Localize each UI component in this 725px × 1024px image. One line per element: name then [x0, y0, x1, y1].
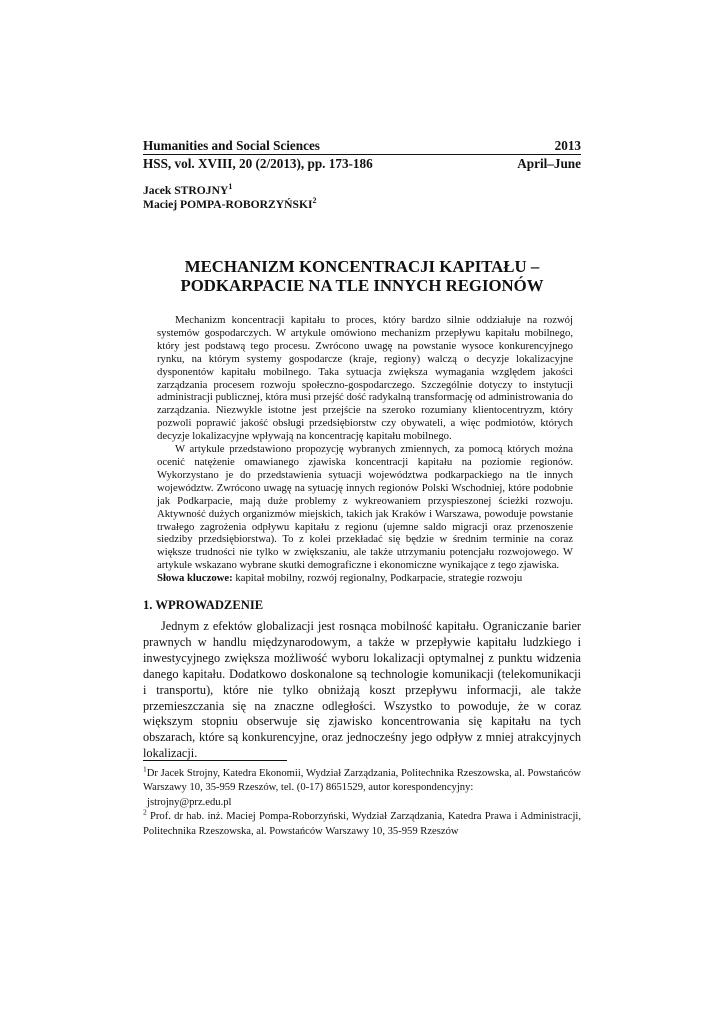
author-list [143, 184, 581, 211]
author-1-footnote-mark: 1 [228, 182, 233, 192]
footnote-2-mark: 2 [143, 807, 147, 817]
footnote-1-mark: 1 [143, 764, 147, 774]
author-email-link[interactable]: jstrojny@prz.edu.pl [147, 796, 232, 808]
keywords-text: kapitał mobilny, rozwój regionalny, Podkarpacie, strategie rozwoju [232, 572, 523, 585]
issue-header [143, 156, 581, 171]
abstract-paragraph-1: Mechanizm koncentracji kapitału to proces, który bardzo silnie oddziałuje na rozwój systemów gospodarczych. W artykule omówiono mechanizm przepływu kapitału mobilnego, który jest podstawą tego procesu. Zwrócono uwagę na powstanie wysoce konkurencyjnego rynku, na którym systemy gospodarcze (kraje, regiony) walczą o decyzje lokalizacyjne dysponentów kapitału mobilnego. Taka sytuacja zwiększa wymagania względem jakości zarządzania procesem rozwoju społeczno-gospodarczego. Szczególnie dotyczy to instytucji administracji publicznej, która musi przejść dość radykalną transformację od administrowania do zarządzania. Niezwykle istotne jest przejście na szeroko rozumiany klientocentryzm, który pozwoli poprawić jakość obsługi przedsiębiorstw czy obywateli, a więc podmiotów, których decyzje lokalizacyjne wpływają na koncentrację kapitału mobilnego. [157, 314, 573, 443]
article-page [143, 138, 581, 762]
footnote-divider [143, 760, 287, 761]
issue-info: HSS, vol. XVIII, 20 (2/2013), pp. 173-186 [143, 156, 373, 171]
article-title [143, 257, 581, 295]
issue-period: April–June [517, 156, 581, 171]
journal-name: Humanities and Social Sciences [143, 138, 320, 153]
author-2-footnote-mark: 2 [312, 195, 317, 205]
abstract-paragraph-2: W artykule przedstawiono propozycję wybranych zmiennych, za pomocą których można ocenić natężenie omawianego zjawiska koncentracji kapitału na poziomie regionów. Wykorzystano je do przedstawienia sytuacji województwa podkarpackiego na tle innych województw. Zwrócono uwagę na sytuację innych regionów Polski Wschodniej, które podobnie jak Podkarpacie, mają duże problemy z wykreowaniem przyspieszonej ścieżki rozwoju. Aktywność dużych organizmów miejskich, takich jak Kraków i Warszawa, powoduje powstanie trwałego zagrożenia odpływu kapitału z regionu (ujemne saldo migracji oraz przenoszenie siedziby przedsiębiorstwa). To z kolei przekładać się będzie w średnim terminie na coraz większe trudności nie tylko w zwiększaniu, ale także utrzymaniu potencjału rozwojowego. W artykule wskazano wybrane skutki demograficzne i ekonomiczne wynikające z tego zjawiska. [157, 443, 573, 572]
title-line-1: MECHANIZM KONCENTRACJI KAPITAŁU – [184, 257, 540, 276]
keywords [157, 572, 573, 585]
footnote-2: $^2$ Prof. dr hab. inż. Maciej Pompa-Roborzyński, Wydział Zarządzania, Katedra Prawa i Administracji, Politechnika Rzeszowska, al. Powstańców Warszawy 10, 35-959 Rzeszów [143, 807, 581, 837]
journal-header [143, 138, 581, 155]
author-1: Jacek STROJNY$^1$ [143, 182, 233, 197]
title-line-2: PODKARPACIE NA TLE INNYCH REGIONÓW [180, 276, 544, 295]
footnotes [143, 764, 581, 839]
author-2: Maciej POMPA-ROBORZYŃSKI$^2$ [143, 195, 317, 211]
section-body [143, 619, 581, 762]
section-heading: 1. WPROWADZENIE [143, 598, 264, 613]
footnote-1: $^1$Dr Jacek Strojny, Katedra Ekonomii, Wydział Zarządzania, Politechnika Rzeszowska, al. Powstańców Warszawy 10, 35-959 Rzeszów, tel. (0-17) 8651529, autor korespondencyjny: jstrojny@prz.edu.pl [143, 764, 581, 808]
keywords-label: Słowa kluczowe: [157, 572, 233, 585]
journal-year: 2013 [554, 138, 581, 153]
body-paragraph-1: Jednym z efektów globalizacji jest rosnąca mobilność kapitału. Ograniczanie barier prawnych w handlu międzynarodowym, a także w przepływie kapitału ludzkiego i inwestycyjnego zwiększa możliwość wyboru lokalizacji optymalnej z punktu widzenia danego kapitału. Dodatkowo doskonalone są technologie komunikacji (telekomunikacji i transportu), które nie tylko obniżają koszt przepływu informacji, ale także przemieszczania się na znaczne odległości. Wszystko to powoduje, że w coraz większym stopniu obserwuje się zjawisko koncentrowania się kapitału na tych obszarach, które są konkurencyjne, oraz jednocześny jego odpływ z mniej atrakcyjnych lokalizacji. [143, 619, 581, 761]
abstract [157, 314, 573, 585]
